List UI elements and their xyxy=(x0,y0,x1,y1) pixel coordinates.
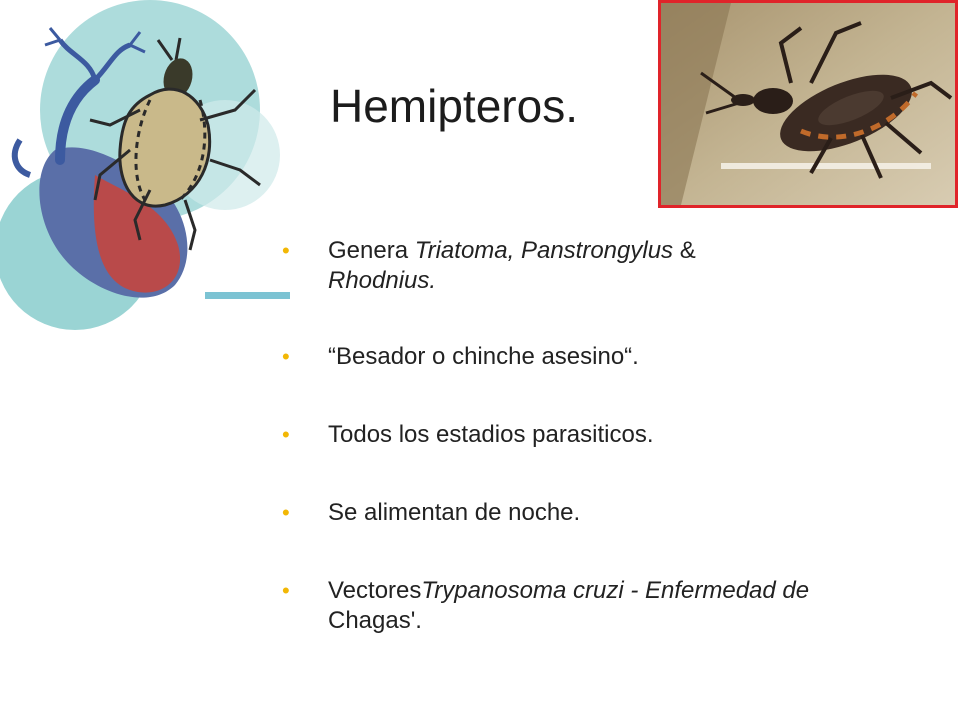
bullet-text-italic: Trypanosoma cruzi - Enfermedad de xyxy=(421,577,810,604)
bullet-text-segment: Se alimentan de noche. xyxy=(328,499,581,526)
decoration-illustration xyxy=(0,0,290,330)
bullet-item xyxy=(280,236,920,296)
bullet-text-segment: Todos los estadios parasiticos. xyxy=(328,421,654,448)
bullet-text-segment: & xyxy=(673,237,696,264)
bullet-item xyxy=(280,498,920,530)
bullet-text-segment: Genera xyxy=(328,237,415,264)
bullet-dot-icon: • xyxy=(282,578,290,603)
bullet-item xyxy=(280,342,920,374)
bullet-text-segment: Vectores xyxy=(328,577,422,604)
bullet-text-italic: Rhodnius. xyxy=(328,267,437,294)
bullet-dot-icon: • xyxy=(282,500,290,525)
bullet-text xyxy=(328,420,888,450)
bullet-dot-icon: • xyxy=(282,422,290,447)
bullet-item xyxy=(280,420,920,452)
bullet-item xyxy=(280,576,920,640)
bullet-text-italic: Triatoma, Panstrongylus xyxy=(414,237,674,264)
bullet-list xyxy=(280,232,920,652)
bullet-dot-icon: • xyxy=(282,344,290,369)
slide-title: Hemipteros. xyxy=(330,80,578,132)
bullet-text xyxy=(328,576,888,636)
bullet-text xyxy=(328,236,888,296)
bug-heart-illustration xyxy=(0,0,290,330)
bullet-text xyxy=(328,498,888,528)
bullet-dot-icon: • xyxy=(282,238,290,263)
bullet-text-segment: “Besador o chinche asesino“. xyxy=(328,343,639,370)
bullet-text-segment: Chagas'. xyxy=(328,607,422,634)
bullet-text xyxy=(328,342,888,372)
